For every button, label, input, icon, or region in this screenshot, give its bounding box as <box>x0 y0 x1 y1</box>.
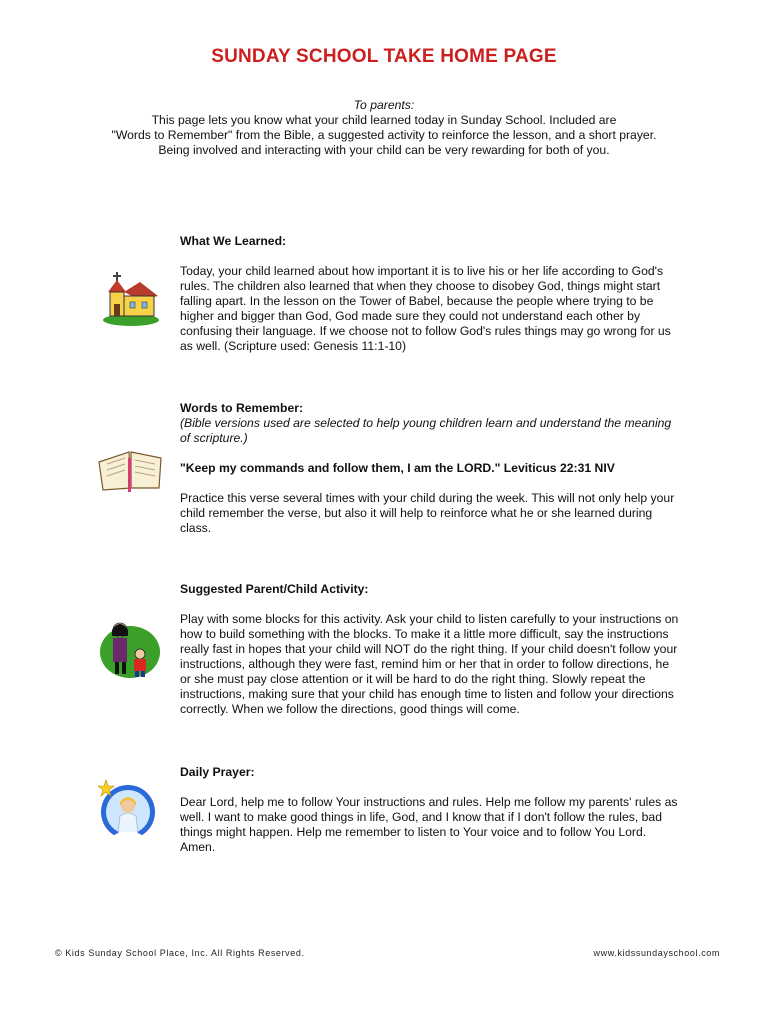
praying-child-icon <box>98 776 158 851</box>
memory-verse: "Keep my commands and follow them, I am the LORD." Leviticus 22:31 NIV <box>180 461 615 475</box>
section-heading: What We Learned: <box>180 234 287 248</box>
section-body: Play with some blocks for this activity. Ask your child to listen carefully to your instructions on how to build something with the blocks. To make it a little more difficult, say the instructions really fast in hopes that your child will NOT do the right thing. If your child doesn't follow your instructions, although they were fast, remind him or her that in order to follow directions, he or she must pay close attention or it will be hard to do the right thing. Slowly repeat the instructions, making sure that your child has enough time to listen and follow your directions correctly. When we follow the directions, good things will come. <box>180 612 679 716</box>
intro-line: Being involved and interacting with your child can be very rewarding for both of you. <box>158 143 610 157</box>
bible-version-note: (Bible versions used are selected to help young children learn and understand the meaning of scripture.) <box>180 416 672 445</box>
intro-line: "Words to Remember" from the Bible, a suggested activity to reinforce the lesson, and a short prayer. <box>111 128 657 142</box>
intro-line: This page lets you know what your child learned today in Sunday School. Included are <box>151 113 617 127</box>
church-icon <box>100 262 162 331</box>
words-to-remember-section <box>180 401 680 536</box>
section-body: Dear Lord, help me to follow Your instructions and rules. Help me follow my parents' rules as well. I want to make good things in life, God, and I know that if I don't follow the rules, bad things might happen. Help me remember to listen to Your voice and to follow You Lord. Amen. <box>180 795 678 854</box>
section-heading: Suggested Parent/Child Activity: <box>180 582 369 596</box>
open-bible-icon <box>95 444 165 499</box>
section-heading: Words to Remember: <box>180 401 304 415</box>
intro-label: To parents: <box>353 98 415 112</box>
what-we-learned-section <box>180 234 680 354</box>
section-body: Practice this verse several times with your child during the week. This will not only help your child remember the verse, but also it will help to reinforce what he or she learned during class. <box>180 491 675 535</box>
section-heading: Daily Prayer: <box>180 765 255 779</box>
parent-child-activity-section <box>180 582 680 717</box>
parent-child-icon <box>98 618 162 685</box>
daily-prayer-section <box>180 765 680 855</box>
copyright-text: © Kids Sunday School Place, Inc. All Rights Reserved. <box>55 948 305 958</box>
website-text: www.kidssundayschool.com <box>593 948 720 958</box>
page-title: SUNDAY SCHOOL TAKE HOME PAGE <box>211 46 557 67</box>
intro-block <box>60 98 708 158</box>
section-body: Today, your child learned about how important it is to live his or her life according to God's rules. The children also learned that when they choose to disobey God, things might start falling apart. In the lesson on the Tower of Babel, because the people where trying to be higher and bigger than God, God made sure they could not understand each other by confusing their language. If we choose not to follow God's rules things may go wrong for us as well. (Scripture used: Genesis 11:1-10) <box>180 264 671 353</box>
